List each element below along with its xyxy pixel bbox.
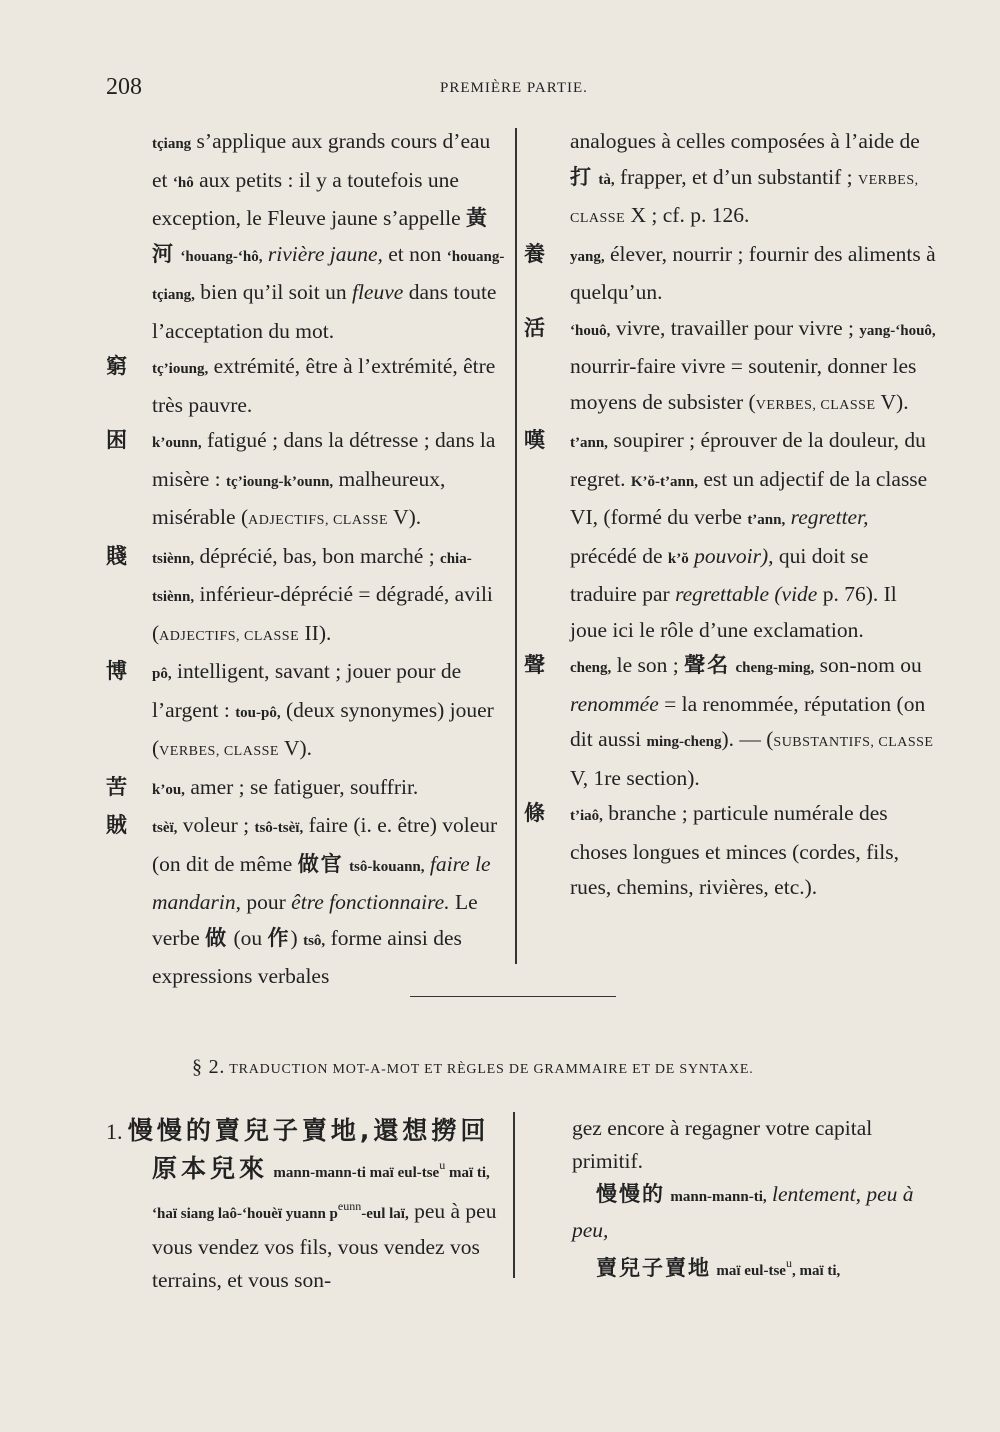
right-column (524, 124, 936, 906)
romanized-term: tçiang (152, 136, 192, 152)
romanized-term: K’ŏ-t’ann, (630, 473, 698, 490)
text-run: (deux synonymes) jouer ( (152, 697, 494, 760)
text-run: déprécié, bas, bon marché ; (194, 543, 441, 568)
text-run: bien qu’il soit un (194, 280, 352, 304)
example-continuation: gez encore à regagner votre capital primitif. (572, 1116, 873, 1173)
italic-text: lentement, peu à peu, (572, 1182, 914, 1242)
romanized-term: tsô-kouann, (349, 858, 425, 875)
chinese-characters: 作 (267, 925, 291, 950)
example-gloss-list (572, 1178, 936, 1288)
romanized-term: chia-tsiènn, (152, 550, 472, 605)
text-run: II). (299, 620, 332, 645)
dictionary-entry (524, 648, 936, 796)
text-run: soupirer ; éprouver de la douleur, du regret. (570, 428, 926, 491)
romanized-term: ‘houô, (570, 322, 611, 339)
text-run: et non (382, 241, 447, 266)
text-run: fatigué ; dans la détresse ; dans la misère : (152, 428, 496, 491)
text-run: vivre, travailler pour vivre ; (610, 315, 860, 340)
text-run: ) (290, 925, 304, 950)
text-run: pour (241, 890, 292, 914)
text-run: s’applique aux grands cours d’eau et (152, 129, 491, 192)
text-run: X ; cf. p. 126. (625, 203, 750, 227)
headword-character: 困 (106, 428, 127, 452)
headword-character: 賤 (106, 543, 127, 568)
romanized-term: cheng, (570, 660, 612, 676)
romanization-text: mann-mann-ti, (670, 1189, 767, 1205)
text-run: V, 1re section). (570, 765, 700, 790)
text-run: V). (875, 389, 909, 414)
romanized-term: t’ann, (570, 435, 608, 451)
italic-text: être fonctionnaire. (291, 890, 450, 914)
text-run: son-nom ou (814, 653, 922, 677)
text-run: analogues à celles composées à l’aide de (570, 129, 920, 153)
romanization-text: -eul laï, (361, 1206, 409, 1223)
romanized-term: ‘houang-tçiang, (152, 248, 505, 303)
dictionary-entry (106, 770, 510, 809)
italic-text: regretter, (790, 505, 869, 529)
left-column (106, 124, 510, 995)
paragraph-text (570, 129, 920, 227)
chinese-characters: 聲名 (684, 653, 731, 677)
romanized-term: ‘hô (172, 174, 194, 191)
chinese-characters: 做 (205, 925, 229, 950)
text-run: intelligent, savant ; jouer pour de l’argent : (152, 659, 462, 722)
page-number: 208 (106, 74, 142, 100)
romanized-term: tç’ioung-k’ounn, (226, 473, 334, 490)
translation: peu à peu vous vendez vos fils, vous vendez vos terrains, et vous son- (152, 1199, 497, 1293)
right-intro-paragraph (524, 124, 936, 237)
romanized-term: t’iaô, (570, 808, 603, 824)
romanized-term: ming-cheng (646, 734, 722, 750)
dictionary-entry (524, 423, 936, 648)
headword-character: 聲 (524, 653, 545, 677)
romanized-term: tà, (598, 171, 615, 188)
text-run: p. 76). Il joue ici le rôle d’une exclamation. (570, 582, 897, 642)
text-run: frapper, et d’un substantif ; (614, 164, 858, 189)
headword-character: 養 (524, 241, 545, 266)
chinese-text-2: 原本兒來 (152, 1154, 269, 1184)
example-left (106, 1114, 506, 1297)
text-run: ). — ( (721, 727, 774, 751)
romanization-text: mann-mann-ti maï eul-tse (273, 1165, 440, 1182)
chinese-characters: 做官 (297, 851, 344, 876)
text-run: voleur ; (177, 813, 255, 837)
dictionary-entry (106, 654, 510, 770)
headword-character: 嘆 (524, 428, 545, 452)
grammar-class: ADJECTIFS, CLASSE (159, 628, 300, 644)
headword-character: 博 (106, 659, 127, 683)
text-run: faire (i. e. être) voleur (on dit de même (152, 813, 498, 876)
dictionary-entry (106, 423, 510, 539)
dictionary-entry (106, 349, 510, 423)
headword-character: 條 (524, 801, 545, 825)
chinese-characters: 打 (570, 164, 593, 189)
text-run: qui doit se traduire par (570, 543, 869, 606)
superscript: u (785, 1256, 792, 1270)
left-entries (106, 349, 510, 995)
running-title: PREMIÈRE PARTIE. (440, 80, 588, 96)
dictionary-entry (106, 539, 510, 655)
gloss-item (572, 1247, 936, 1288)
text-run: branche ; particule numérale des choses longues et minces (cordes, fils, rues, chemins, rivières, etc.). (570, 801, 899, 899)
italic-text: regrettable (vide (675, 582, 818, 606)
superscript: u (439, 1158, 446, 1172)
text-run: = la renommée, réputation (on dit aussi (570, 691, 926, 751)
example-right (572, 1112, 936, 1288)
text-run: est un adjectif de la classe VI, (formé du verbe (570, 466, 928, 529)
section-title-text: TRADUCTION MOT-A-MOT ET RÈGLES DE GRAMMAIRE ET DE SYNTAXE. (229, 1062, 754, 1077)
example-body (106, 1149, 506, 1297)
text-run: aux petits : il y a toutefois une exception, le Fleuve jaune s’appelle (152, 167, 467, 230)
headword-character: 活 (524, 315, 545, 340)
example-number: 1. (106, 1119, 123, 1144)
headword-character: 窮 (106, 354, 127, 378)
romanized-term: tsèï, (152, 820, 178, 836)
headword-character: 苦 (106, 774, 127, 799)
chinese-characters: 慢慢的 (596, 1182, 665, 1206)
dictionary-entry (106, 808, 510, 995)
grammar-class: SUBSTANTIFS, CLASSE (773, 735, 934, 750)
text-run: inférieur-déprécié = dégradé, avili ( (152, 582, 493, 645)
romanized-term: pô, (152, 666, 172, 682)
section-mark: § 2. (192, 1056, 226, 1078)
dictionary-entry (524, 311, 936, 424)
text-run: V). (278, 736, 313, 760)
romanized-term: k’ou, (152, 781, 185, 798)
text-run: dans toute l’acceptation du mot. (152, 280, 497, 343)
grammar-class: VERBES, CLASSE (570, 172, 919, 226)
dictionary-entry (524, 237, 936, 311)
chinese-characters: 賣兒子賣地 (596, 1256, 711, 1281)
text-run: élever, nourrir ; fournir des aliments à quelqu’un. (570, 241, 936, 304)
chinese-text: 慢慢的賣兒子賣地,還想撈回 (127, 1116, 490, 1145)
romanized-term: k’ounn, (152, 435, 202, 451)
romanized-term: yang, (570, 248, 605, 265)
italic-text: faire le mandarin, (152, 851, 491, 914)
romanized-term: yang-‘houô, (859, 322, 936, 339)
grammar-class: ADJECTIFS, CLASSE (248, 513, 389, 528)
italic-text: fleuve (351, 280, 404, 304)
romanized-term: t’ann, (747, 512, 786, 528)
text-run: amer ; se fatiguer, souffrir. (184, 774, 419, 799)
romanized-term: tç’ioung, (152, 361, 209, 377)
text-run: V). (388, 505, 422, 529)
romanized-term: cheng-ming, (735, 660, 815, 676)
romanized-term: tsô-tsèï, (254, 820, 304, 836)
romanized-term: tsiènn, (152, 550, 195, 567)
example-chinese-line1 (106, 1114, 506, 1149)
grammar-class: VERBES, CLASSE (159, 744, 279, 759)
text-run: Le verbe (152, 890, 478, 950)
romanization-text: , maï ti, (791, 1263, 841, 1280)
text-run: malheureux, misérable ( (152, 466, 446, 529)
text-run: (ou (228, 925, 268, 950)
italic-text: pouvoir), (694, 543, 774, 568)
superscript: eunn (337, 1199, 362, 1214)
column-divider-upper (515, 128, 517, 964)
romanized-term: ‘houang-‘hô, (180, 248, 263, 265)
romanized-term: tou-pô, (235, 704, 281, 721)
right-entries (524, 237, 936, 906)
romanized-term: tsô, (303, 932, 326, 949)
headword-character: 賊 (106, 813, 127, 837)
romanized-term: k’ŏ (667, 550, 689, 567)
grammar-class: VERBES, CLASSE (755, 397, 876, 413)
text-run: nourrir-faire vivre = soutenir, donner les moyens de subsister ( (570, 354, 917, 414)
column-divider-lower (513, 1112, 515, 1278)
romanization-text: maï ti, ‘haï siang laô-‘houèï yuann p (152, 1165, 490, 1223)
chinese-characters: 黃河 (152, 206, 490, 266)
section-separator (410, 996, 616, 997)
romanization-text: maï eul-tse (716, 1263, 786, 1280)
text-run: forme ainsi des expressions verbales (152, 925, 462, 988)
italic-text: renommée (570, 691, 659, 716)
paragraph-text (152, 129, 504, 343)
section-heading (192, 1056, 754, 1079)
text-run: précédé de (570, 543, 668, 568)
italic-text: rivière jaune, (267, 241, 383, 266)
text-run: extrémité, être à l’extrémité, être très pauvre. (152, 354, 496, 417)
left-intro-paragraph (106, 124, 510, 349)
text-run: le son ; (611, 653, 685, 677)
gloss-item (572, 1178, 936, 1247)
dictionary-entry (524, 796, 936, 906)
